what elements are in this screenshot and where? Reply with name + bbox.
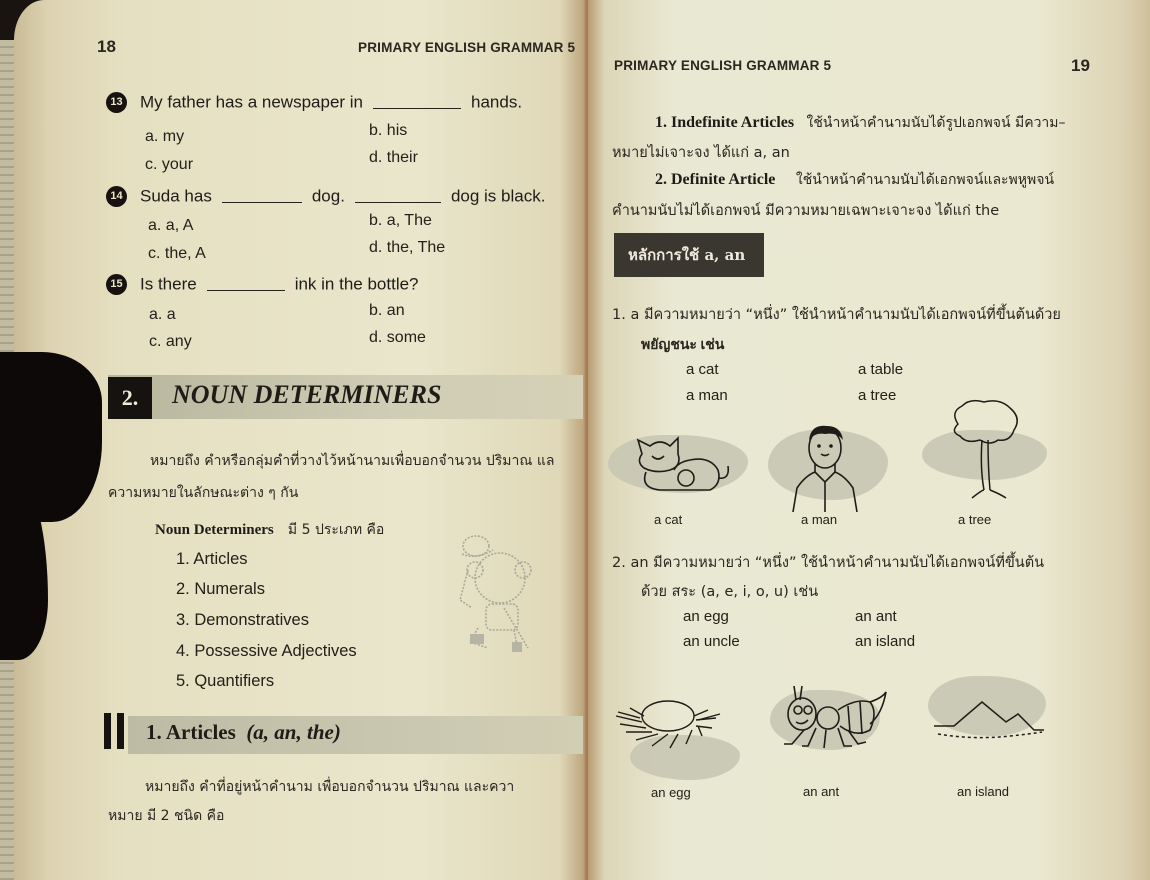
example-word: an egg [683,608,729,625]
subsection-title: 1. Articles (a, an, the) [146,720,341,744]
option-c: c. your [145,156,194,173]
list-item: 3. Demonstratives [176,611,309,629]
ant-illustration [778,684,893,754]
page-number-right: 19 [1071,56,1090,75]
option-a: a. a, A [148,217,194,234]
running-head-right: PRIMARY ENGLISH GRAMMAR 5 [614,58,832,73]
option-a: a. my [145,128,185,145]
example-word: an ant [855,608,897,625]
question-13: 13 My father has a newspaper in hands. [106,92,522,113]
illustration-caption: an island [957,784,1010,799]
example-word: a man [686,387,728,404]
example-word: a cat [686,361,719,378]
illustration-caption: an egg [651,785,691,800]
rule-2-text: 2. an มีความหมายว่า “หนึ่ง” ใช้นำหน้าคำนามนับได้เอกพจน์ที่ขึ้นต้น [612,555,1045,571]
example-word: a table [858,361,904,378]
section-number: 2. [108,377,152,419]
page-number-left: 18 [97,37,116,56]
subsection-definition-cont: หมาย มี 2 ชนิด คือ [108,808,225,824]
example-word: an island [855,633,916,650]
tree-illustration [944,398,1024,504]
island-illustration [934,700,1044,740]
section-definition-cont: ความหมายในลักษณะต่าง ๆ กัน [108,485,299,501]
option-b: b. a, The [369,212,432,229]
example-word: an uncle [683,633,740,650]
option-d: d. some [369,329,426,346]
rule-2-text-cont: ด้วย สระ (a, e, i, o, u) เช่น [641,584,819,600]
question-14: 14 Suda has dog. dog is black. [106,186,545,207]
question-15: 15 Is there ink in the bottle? [106,274,419,295]
types-intro: Noun Determiners มี 5 ประเภท คือ [155,522,385,538]
section-title: NOUN DETERMINERS [172,380,442,409]
man-illustration [785,420,865,512]
subsection-definition: หมายถึง คำที่อยู่หน้าคำนาม เพื่อบอกจำนวน ปริมาณ และควา [145,779,515,795]
rule-heading-box: หลักการใช้ a, an [614,233,764,277]
option-d: d. the, The [369,239,446,256]
cat-illustration [630,432,735,494]
question-number-badge: 15 [106,274,127,295]
illustration-caption: a man [801,512,838,527]
option-c: c. the, A [148,245,206,262]
answer-blank [355,191,441,203]
illustration-caption: a tree [958,512,992,527]
option-c: c. any [149,333,192,350]
rule-1-text: 1. a มีความหมายว่า “หนึ่ง” ใช้นำหน้าคำนามนับได้เอกพจน์ที่ขึ้นต้นด้วย [612,307,1061,323]
bear-mascot-illustration [448,530,543,660]
list-item: 4. Possessive Adjectives [176,642,357,660]
option-b: b. his [369,122,408,139]
answer-blank [373,97,461,109]
indefinite-articles-paragraph: 1. Indefinite Articles ใช้นำหน้าคำนามนับได้รูปเอกพจน์ มีความ– [655,114,1066,131]
running-head-left: PRIMARY ENGLISH GRAMMAR 5 [358,40,576,55]
egg-in-nest-illustration [612,698,724,752]
rule-1-text-cont: พยัญชนะ เช่น [641,338,725,353]
section-definition: หมายถึง คำหรือกลุ่มคำที่วางไว้หน้านามเพื่อบอกจำนวน ปริมาณ แล [150,453,555,469]
question-number-badge: 13 [106,92,127,113]
example-word: a tree [858,387,897,404]
definite-article-paragraph: 2. Definite Article ใช้นำหน้าคำนามนับได้เอกพจน์และพหูพจน์ [655,171,1055,188]
illustration-caption: a cat [654,512,683,527]
answer-blank [222,191,302,203]
list-item: 5. Quantifiers [176,672,275,690]
option-a: a. a [149,306,176,323]
option-d: d. their [369,149,418,166]
list-item: 2. Numerals [176,580,265,598]
question-number-badge: 14 [106,186,127,207]
option-b: b. an [369,302,405,319]
illustration-caption: an ant [803,784,840,799]
subsection-marker-bars [104,713,126,749]
definite-article-cont: คำนามนับไม่ได้เอกพจน์ มีความหมายเฉพาะเจาะจง ได้แก่ the [612,203,1000,219]
list-item: 1. Articles [176,550,248,568]
indefinite-articles-cont: หมายไม่เจาะจง ได้แก่ a, an [612,145,790,161]
answer-blank [207,279,285,291]
